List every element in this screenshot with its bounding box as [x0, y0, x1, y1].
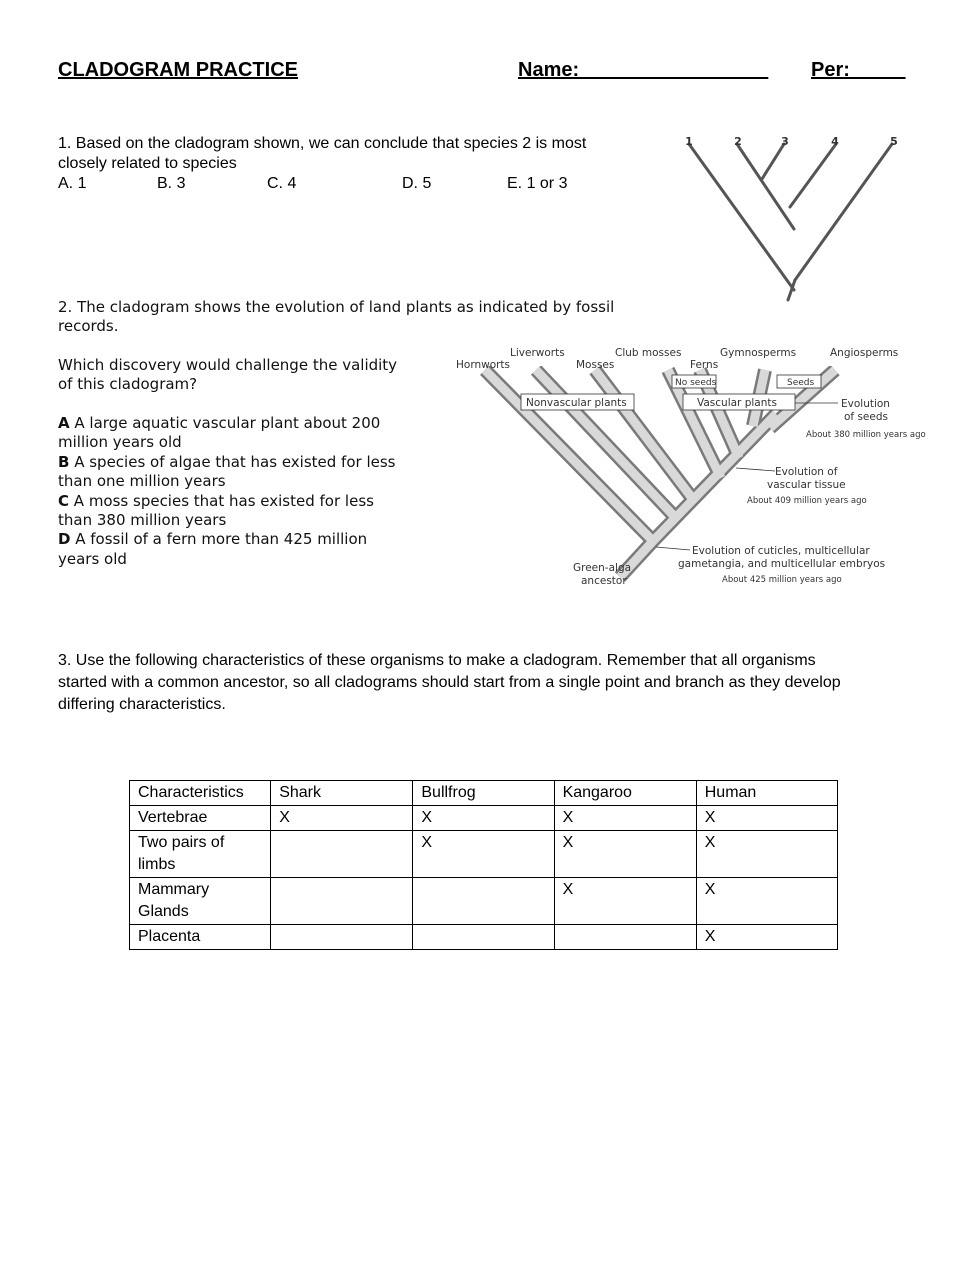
question-3-text [58, 650, 841, 716]
row-label: Two pairs of limbs [130, 831, 271, 878]
seeds-age-label: About 380 million years ago [806, 430, 926, 440]
taxon-liverworts: Liverworts [510, 347, 565, 359]
table-row [130, 925, 838, 950]
taxon-ferns: Ferns [690, 359, 719, 371]
taxon-hornworts: Hornworts [456, 359, 511, 371]
table-cell: X [271, 806, 413, 831]
table-cell [271, 878, 413, 925]
table-cell: X [696, 806, 837, 831]
table-row [130, 806, 838, 831]
answer-text: million years old [58, 433, 182, 452]
table-cell: X [554, 806, 696, 831]
column-header: Kangaroo [554, 781, 696, 806]
taxon-club-mosses: Club mosses [615, 347, 682, 359]
answer-text: A moss species that has existed for less [69, 491, 374, 510]
species-label: 4 [831, 135, 839, 148]
species-label: 3 [781, 135, 789, 148]
answer-text: A large aquatic vascular plant about 200 [69, 414, 381, 432]
table-cell [271, 831, 413, 878]
question-3-line: differing characteristics. [58, 696, 226, 713]
question-3-line: 3. Use the following characteristics of these organisms to make a cladogram. Remember that all organisms [58, 652, 816, 669]
table-cell [413, 878, 554, 925]
vascular-evolution-label: Evolution of [775, 466, 838, 478]
seeds-evolution-label: of seeds [844, 411, 888, 423]
no-seeds-label: No seeds [675, 378, 717, 388]
vascular-age-label: About 409 million years ago [747, 496, 867, 506]
cuticle-evolution-label: gametangia, and multicellular embryos [678, 558, 886, 570]
row-label: Mammary Glands [130, 878, 271, 925]
table-cell [554, 925, 696, 950]
name-field[interactable]: Name:_________________ [518, 59, 769, 81]
vascular-evolution-label: vascular tissue [767, 479, 846, 491]
question-2-prompt [58, 356, 397, 395]
species-label: 5 [890, 135, 898, 148]
table-cell: X [696, 925, 837, 950]
table-cell: X [554, 878, 696, 925]
answer-text: A species of algae that has existed for less [69, 452, 396, 471]
answer-a[interactable] [58, 414, 395, 453]
question-1-line: closely related to species [58, 155, 237, 172]
column-header: Shark [271, 781, 413, 806]
table-cell: X [413, 831, 554, 878]
species-label: 1 [685, 135, 693, 148]
answer-c[interactable] [58, 492, 395, 531]
land-plants-cladogram-figure [440, 340, 940, 595]
question-2-answers [58, 414, 395, 569]
question-2-line: of this cladogram? [58, 375, 198, 394]
cuticle-evolution-label: Evolution of cuticles, multicellular [692, 545, 870, 557]
taxon-mosses: Mosses [576, 359, 615, 371]
characteristics-table [129, 780, 838, 950]
question-1-options [58, 174, 618, 194]
question-1-text [58, 134, 586, 174]
question-1-line: 1. Based on the cladogram shown, we can conclude that species 2 is most [58, 135, 587, 152]
question-2-intro [58, 298, 614, 337]
option-e[interactable]: E. 1 or 3 [507, 175, 568, 192]
option-b[interactable]: B. 3 [157, 175, 186, 192]
period-field[interactable]: Per:_____ [811, 59, 906, 81]
column-header: Bullfrog [413, 781, 554, 806]
species-cladogram-figure [680, 130, 910, 305]
seeds-label: Seeds [787, 378, 815, 388]
worksheet-title: CLADOGRAM PRACTICE [58, 59, 298, 81]
cuticle-age-label: About 425 million years ago [722, 575, 842, 585]
answer-letter: B [58, 452, 70, 471]
seeds-evolution-label: Evolution [841, 398, 890, 410]
species-label: 2 [734, 135, 742, 148]
taxon-angiosperms: Angiosperms [830, 347, 899, 359]
table-cell: X [413, 806, 554, 831]
answer-text: than one million years [58, 472, 226, 491]
answer-text: than 380 million years [58, 511, 227, 530]
vascular-label: Vascular plants [697, 397, 777, 409]
question-3-line: started with a common ancestor, so all cladograms should start from a single point and branch as they develop [58, 674, 841, 691]
table-cell: X [696, 878, 837, 925]
option-c[interactable]: C. 4 [267, 175, 297, 192]
ancestor-label: Green-alga [573, 562, 632, 574]
row-label: Vertebrae [130, 806, 271, 831]
table-header-row [130, 781, 838, 806]
table-row [130, 878, 838, 925]
row-label: Placenta [130, 925, 271, 950]
answer-letter: C [58, 491, 70, 510]
ancestor-label: ancestor [581, 575, 627, 587]
table-cell [413, 925, 554, 950]
column-header: Human [696, 781, 837, 806]
answer-text: years old [58, 549, 127, 568]
table-cell: X [696, 831, 837, 878]
option-d[interactable]: D. 5 [402, 175, 432, 192]
table-cell [271, 925, 413, 950]
answer-d[interactable] [58, 530, 395, 569]
answer-letter: D [58, 530, 71, 549]
table-cell: X [554, 831, 696, 878]
option-a[interactable]: A. 1 [58, 175, 87, 192]
answer-text: A fossil of a fern more than 425 million [70, 530, 368, 549]
taxon-gymnosperms: Gymnosperms [720, 347, 797, 359]
answer-letter: A [58, 414, 70, 432]
question-2-line: 2. The cladogram shows the evolution of land plants as indicated by fossil [58, 298, 615, 316]
column-header: Characteristics [130, 781, 271, 806]
table-row [130, 831, 838, 878]
answer-b[interactable] [58, 453, 395, 492]
nonvascular-label: Nonvascular plants [526, 397, 627, 409]
question-2-line: Which discovery would challenge the validity [58, 356, 398, 374]
question-2-line: records. [58, 317, 119, 336]
